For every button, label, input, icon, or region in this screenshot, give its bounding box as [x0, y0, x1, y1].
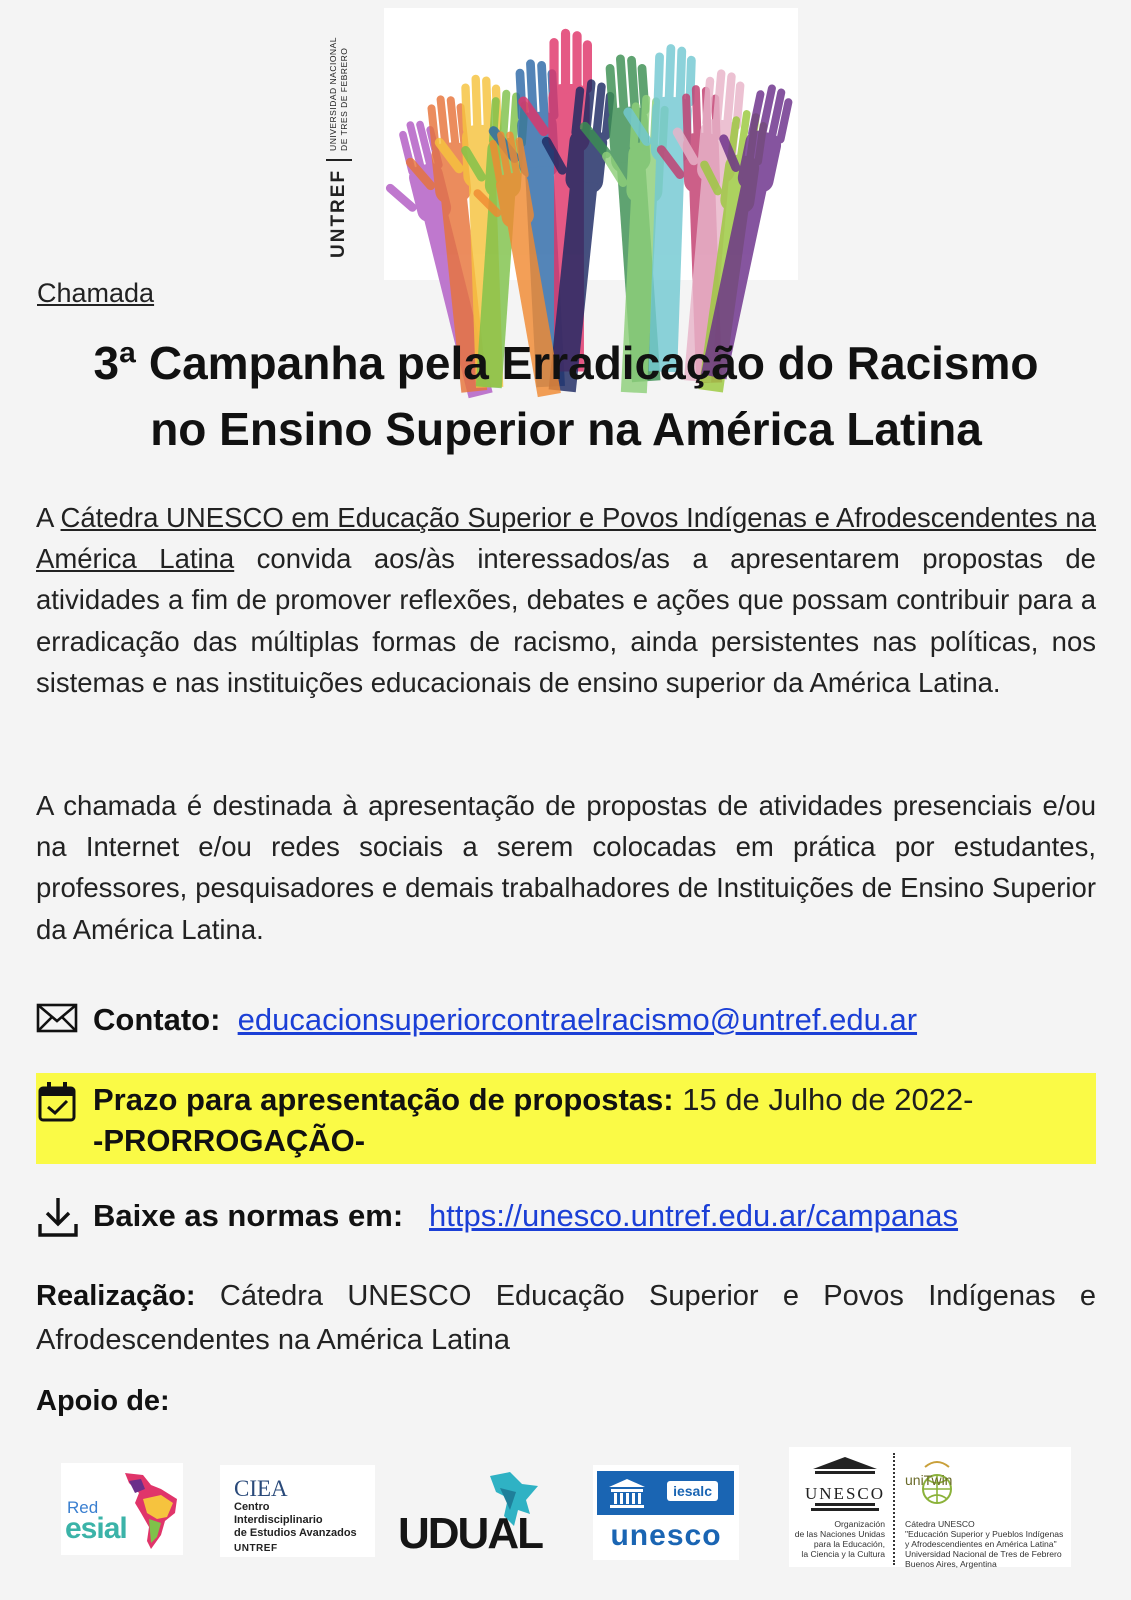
download-row [36, 1195, 1096, 1239]
udual-logo [398, 1470, 548, 1560]
iesalc-banner [597, 1471, 734, 1515]
unitwin-wordmark: uniTwin [905, 1472, 953, 1488]
deadline-label: Prazo para apresentação de propostas: [93, 1082, 674, 1117]
redesial-line1: Red [67, 1498, 99, 1517]
download-url-link[interactable]: https://unesco.untref.edu.ar/campanas [429, 1198, 959, 1233]
catedra-line: "Educación Superior y Pueblos Indígenas [905, 1529, 1064, 1539]
download-icon [36, 1195, 80, 1239]
scope-paragraph: A chamada é destinada à apresentação de propostas de atividades presenciais e/ou na Internet e/ou redes sociais a serem colocadas em prática por estudantes, professores, pesquisadores e demais trabalhadores de Instituições de Ensino Superior da América Latina. [36, 790, 1096, 945]
contact-email-link[interactable]: educacionsuperiorcontraelracismo@untref.edu.ar [237, 1002, 918, 1037]
kicker-label: Chamada [37, 278, 155, 308]
deadline-text [93, 1079, 974, 1161]
realizacao-text: Cátedra UNESCO Educação Superior e Povos Indígenas e Afrodescendentes na América Latina [36, 1280, 1096, 1356]
contact-row [36, 999, 1096, 1040]
contact-label: Contato: [93, 1002, 221, 1037]
latin-america-map-icon [121, 1469, 181, 1553]
untref-brand: UNTREF [328, 168, 349, 258]
unesco-org-line: la Ciencia y la Cultura [801, 1549, 885, 1559]
calendar-check-icon [36, 1079, 80, 1123]
unesco-iesalc-logo [593, 1465, 739, 1560]
download-label: Baixe as normas em: [93, 1198, 404, 1233]
udual-mark-svg [398, 1470, 548, 1560]
realizacao-label: Realização: [36, 1280, 196, 1312]
ciea-name-1: Centro Interdisciplinario [234, 1501, 323, 1526]
intro-paragraph [36, 497, 1096, 703]
catedra-line: Universidad Nacional de Tres de Febrero [905, 1549, 1062, 1559]
untref-name-line2: DE TRES DE FEBRERO [339, 47, 349, 151]
catedra-link[interactable]: Cátedra UNESCO em Educação Superior e Povos Indígenas e Afrodescendentes na América Latina [36, 502, 1097, 575]
download-text [93, 1195, 958, 1236]
redesial-logo [61, 1463, 183, 1555]
ciea-logo [220, 1465, 375, 1557]
title-line-2: no Ensino Superior na América Latina [150, 403, 982, 455]
deadline-highlight [36, 1073, 1096, 1164]
deadline-date: 15 de Julho de 2022- [673, 1082, 974, 1117]
unesco-org-text [793, 1519, 885, 1559]
unesco-org-line: de las Naciones Unidas [794, 1529, 885, 1539]
unesco-emblem-icon [804, 1455, 886, 1513]
intro-lead: A [36, 502, 61, 533]
catedra-line: Buenos Aires, Argentina [905, 1559, 997, 1569]
deadline-extension: -PRORROGAÇÃO- [93, 1123, 366, 1158]
raised-hands-illustration [384, 8, 798, 280]
unesco-emblem-word: UNESCO [804, 1484, 886, 1503]
unesco-temple-icon [607, 1477, 647, 1509]
intro-rest: convida aos/às interessados/as a apresentarem propostas de atividades a fim de promover reflexões, debates e ações que possam contribuir para a erradicação das múltiplas formas de racismo, ainda persistentes nas políticas, nos sistemas e nas instituições educacionais de ensino superior da América Latina. [36, 543, 1096, 698]
svg-text:UDUAL: UDUAL [398, 1509, 542, 1558]
catedra-line: y Afrodescendientes en América Latina" [905, 1539, 1057, 1549]
unesco-org-line: Organización [834, 1519, 885, 1529]
logo-divider [893, 1453, 895, 1565]
untref-name [328, 37, 350, 151]
realizacao-paragraph [36, 1274, 1096, 1362]
untref-divider [326, 159, 352, 161]
page-title [36, 330, 1096, 462]
apoio-heading: Apoio de: [36, 1385, 170, 1417]
untref-name-line1: UNIVERSIDAD NACIONAL [328, 37, 338, 151]
raised-hands-svg [384, 8, 798, 280]
unitwin-catedra-logo [789, 1447, 1071, 1567]
catedra-text [905, 1519, 1071, 1569]
header-artwork [318, 8, 798, 280]
redesial-line2: esial [65, 1512, 127, 1545]
iesalc-badge: iesalc [667, 1481, 718, 1501]
ciea-acronym: CIEA [234, 1476, 288, 1501]
unesco-org-line: para la Educación, [813, 1539, 885, 1549]
title-line-1: 3ª Campanha pela Erradicação do Racismo [93, 337, 1039, 389]
envelope-icon [36, 999, 80, 1039]
contact-text [93, 999, 917, 1040]
ciea-name-2: de Estudios Avanzados [234, 1527, 357, 1539]
ciea-org: UNTREF [234, 1543, 278, 1554]
untref-logo [318, 37, 378, 268]
iesalc-unesco-word: unesco [610, 1519, 722, 1552]
catedra-line: Cátedra UNESCO [905, 1519, 975, 1529]
